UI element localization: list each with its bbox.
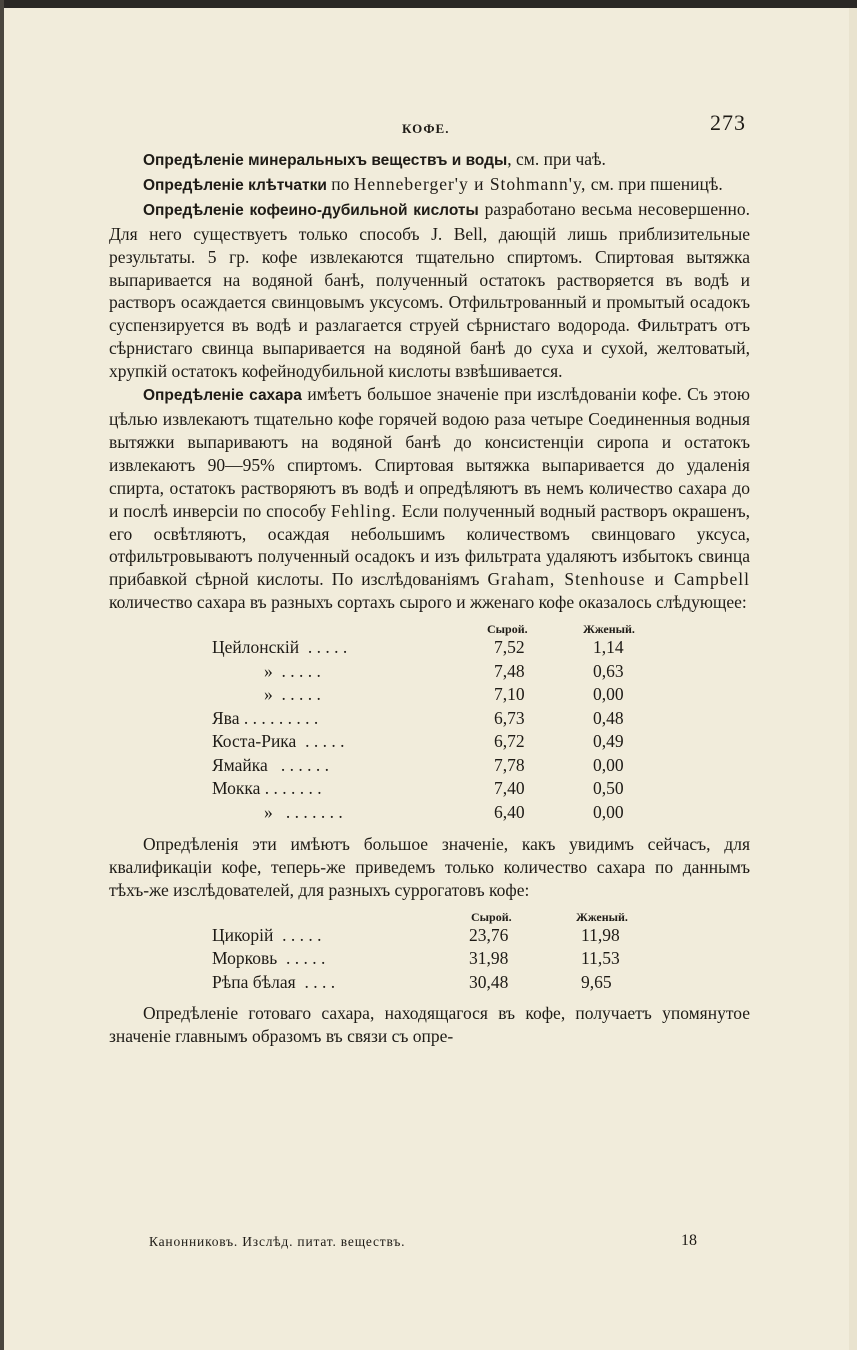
page-number: 273 xyxy=(710,110,746,135)
row-value-roasted: 0,00 xyxy=(593,684,624,705)
row-value-raw: 6,40 xyxy=(494,801,525,822)
column-header-roasted: Жженый. xyxy=(583,622,635,637)
table-row xyxy=(109,730,750,754)
row-value-roasted: 0,00 xyxy=(593,754,624,775)
row-value-raw: 7,78 xyxy=(494,754,525,775)
table-row xyxy=(109,971,750,995)
row-value-raw: 23,76 xyxy=(469,924,509,945)
paragraph-text: , см. при чаѣ. xyxy=(507,149,606,169)
table-row xyxy=(109,707,750,731)
paragraph-sugar xyxy=(109,383,750,614)
row-value-roasted: 9,65 xyxy=(581,971,612,992)
row-label: Цейлонскій . . . . . xyxy=(212,637,348,658)
row-label: » . . . . . xyxy=(264,660,321,681)
paragraph-text: разработано весьма несовершенно. Для него существуетъ только способъ J. Bell, дающій лишь приблизительные результаты. 5 гр. кофе извлекаются тщательно спиртомъ. Спиртовая вытяжка выпаривается на водяной банѣ, полученный остатокъ растворяется въ водѣ и растворъ осаждается свинцовымъ уксусомъ. Отфильтрованный и промытый осадокъ суспензируется въ водѣ и разлагается струей сѣрнистаго водорода. Фильтратъ отъ сѣрнистаго свинца выпаривается на водяной банѣ до суха и сухой, желтоватый, хрупкій остатокъ кофейнодубильной кислоты взвѣшивается. xyxy=(109,198,750,382)
paragraph-text: имѣетъ большое значеніе при изслѣдованіи кофе. Съ этою цѣлью извлекаютъ тщательно кофе горячей водою раза четыре Соединенныя водныя вытяжки выпариваютъ на водяной банѣ до консистенціи сиропа и остатокъ извлекаютъ 90—95% спиртомъ. Спиртовая вытяжка выпаривается до удаленія спирта, остатокъ растворяютъ въ водѣ и опредѣляютъ въ немъ количество сахара до и послѣ инверсіи по способу xyxy=(109,384,750,521)
row-value-raw: 7,48 xyxy=(494,660,525,681)
row-label: Мокка . . . . . . . xyxy=(212,778,322,799)
paragraph-text: Опредѣленіе готоваго сахара, находящагося въ кофе, получаетъ упомянутое значеніе главнымъ образомъ въ связи съ опре- xyxy=(109,1002,750,1046)
row-value-raw: 6,72 xyxy=(494,731,525,752)
column-header-raw: Сырой. xyxy=(487,622,528,637)
row-label: Ява . . . . . . . . . xyxy=(212,707,319,728)
table-row xyxy=(109,660,750,684)
row-value-roasted: 11,53 xyxy=(581,948,620,969)
paragraph-heading: Опредѣленіе кофеино-дубильной кислоты xyxy=(143,201,479,219)
paragraph-minerals xyxy=(109,148,750,173)
paragraph-caffeotannic-acid xyxy=(109,198,750,383)
sugar-surrogates-table xyxy=(109,906,750,998)
row-value-raw: 7,52 xyxy=(494,637,525,658)
row-value-roasted: 0,50 xyxy=(593,778,624,799)
paragraph-ready-sugar xyxy=(109,1002,750,1048)
table-row xyxy=(109,683,750,707)
row-label: Морковь . . . . . xyxy=(212,948,326,969)
row-label: » . . . . . . . xyxy=(264,801,343,822)
author-names: Henneberger'у и Stohmann'у, xyxy=(353,173,587,194)
row-label: Ямайка . . . . . . xyxy=(212,754,330,775)
row-value-raw: 30,48 xyxy=(469,971,509,992)
column-header-roasted: Жженый. xyxy=(576,909,628,924)
paragraph-text: Опредѣленія эти имѣютъ большое значеніе, какъ увидимъ сейчасъ, для квалификаціи кофе, теперь-же приведемъ только количество сахара по даннымъ тѣхъ-же изслѣдователей, для разныхъ суррогатовъ кофе: xyxy=(109,834,750,900)
table-header xyxy=(109,906,750,924)
paragraph-text: количество сахара въ разныхъ сортахъ сырого и жженаго кофе оказалось слѣдующее: xyxy=(109,592,747,613)
paragraph-heading: Опредѣленіе сахара xyxy=(143,387,302,405)
row-value-raw: 7,40 xyxy=(494,778,525,799)
table-row xyxy=(109,801,750,825)
row-value-roasted: 0,48 xyxy=(593,707,624,728)
paragraph-heading: Опредѣленіе клѣтчатки xyxy=(143,176,327,194)
row-value-roasted: 0,00 xyxy=(593,801,624,822)
signature-mark: 18 xyxy=(681,1232,697,1249)
paragraph-heading: Опредѣленіе минеральныхъ веществъ и воды xyxy=(143,152,508,169)
author-names: Graham, Stenhouse и Campbell xyxy=(487,569,750,590)
paragraph-text: Если полученный водный растворъ окрашенъ, его освѣтляютъ, осаждая небольшимъ количествомъ свинцоваго уксуса, отфильтровываютъ полученный осадокъ и изъ фильтрата удаляютъ избытокъ свинца прибавкой сѣрной кислоты. По изслѣдованіямъ xyxy=(109,500,750,590)
table-row xyxy=(109,636,750,660)
row-value-roasted: 11,98 xyxy=(581,924,620,945)
row-value-raw: 31,98 xyxy=(469,948,509,969)
row-value-roasted: 1,14 xyxy=(593,637,624,658)
row-label: Цикорій . . . . . xyxy=(212,924,322,945)
page-body xyxy=(109,148,750,1048)
column-header-raw: Сырой. xyxy=(471,909,512,924)
paragraph-text: см. при пшеницѣ. xyxy=(586,173,723,194)
row-value-raw: 6,73 xyxy=(494,707,525,728)
table-row xyxy=(109,947,750,971)
row-value-raw: 7,10 xyxy=(494,684,525,705)
scan-top-edge xyxy=(0,0,857,8)
running-head-title: КОФЕ. xyxy=(402,121,450,136)
row-value-roasted: 0,49 xyxy=(593,731,624,752)
book-page xyxy=(4,8,849,1350)
paragraph-text: по xyxy=(326,173,354,194)
sugar-coffee-table xyxy=(109,618,750,829)
row-label: Рѣпа бѣлая . . . . xyxy=(212,971,336,992)
paragraph-surrogates xyxy=(109,833,750,902)
author-name-fehling: Fehling. xyxy=(330,500,397,521)
row-label: Коста-Рика . . . . . xyxy=(212,731,345,752)
paragraph-cellulose xyxy=(109,173,750,198)
table-row xyxy=(109,924,750,948)
footer-signature-line: Канонниковъ. Изслѣд. питат. веществъ. xyxy=(149,1234,406,1249)
table-header xyxy=(109,618,750,636)
row-label: » . . . . . xyxy=(264,684,321,705)
row-value-roasted: 0,63 xyxy=(593,660,624,681)
table-row xyxy=(109,777,750,801)
table-row xyxy=(109,754,750,778)
